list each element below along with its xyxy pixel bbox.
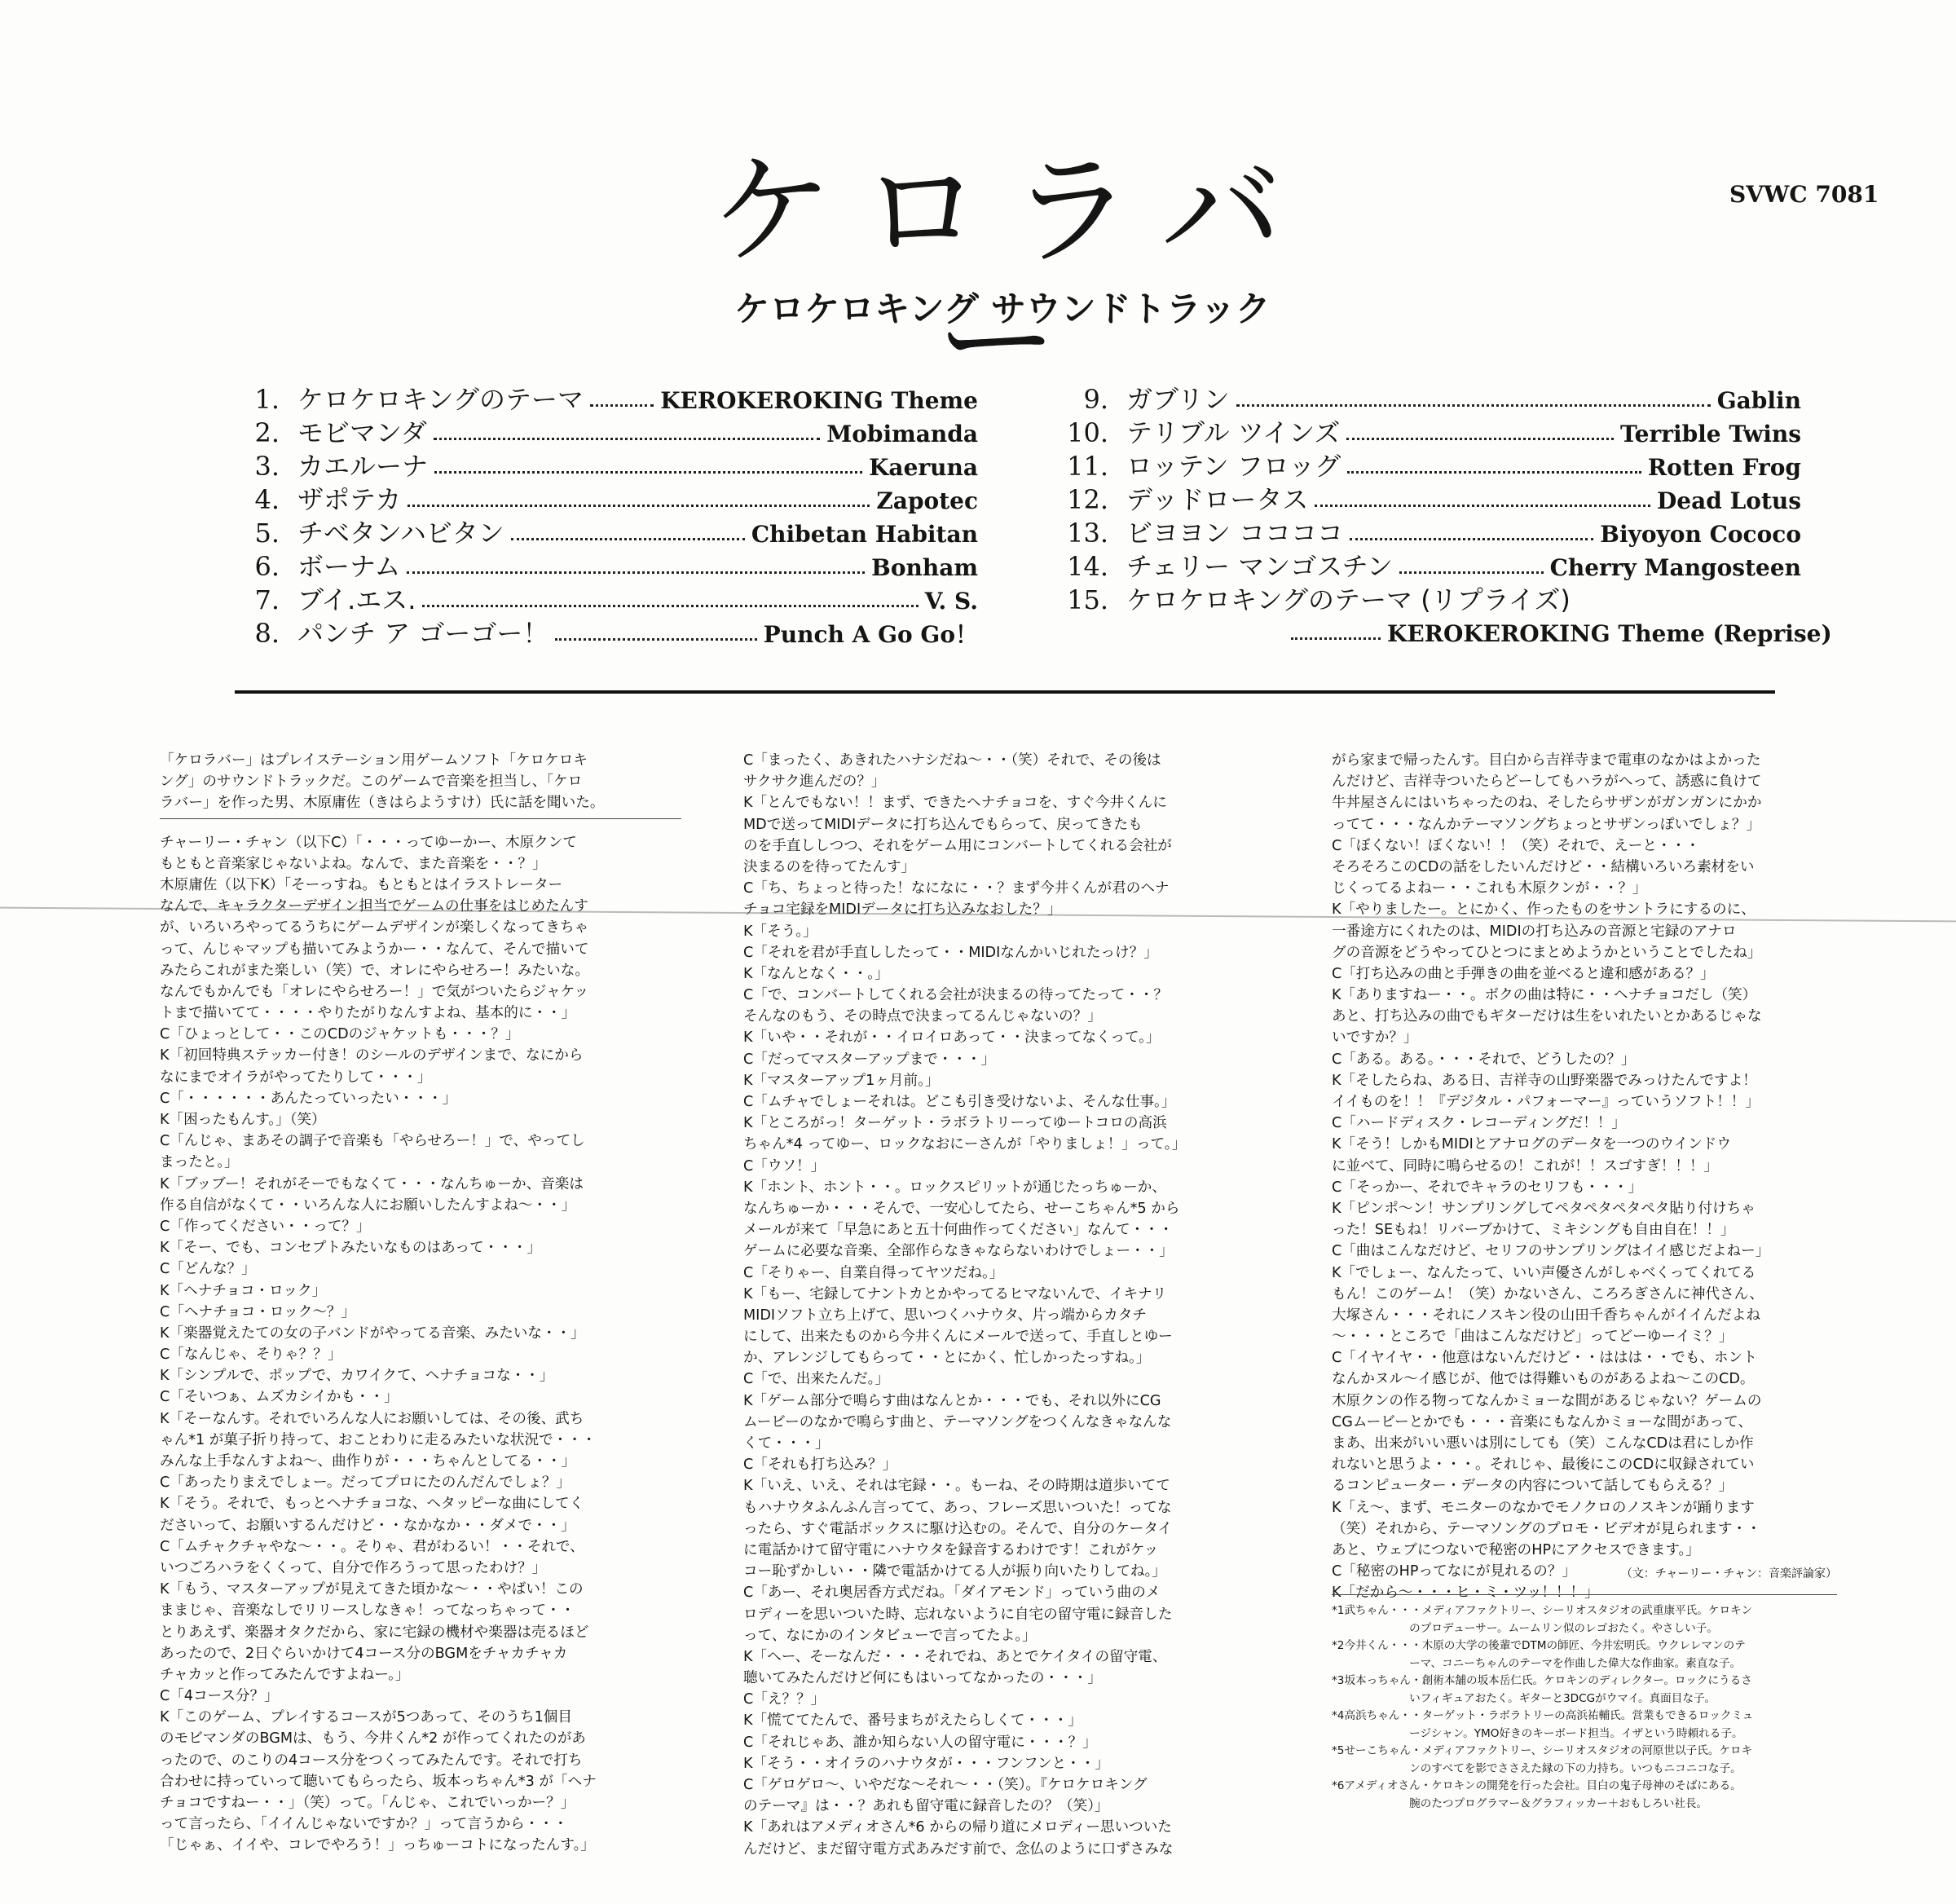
text-line: K「そう！しかもMIDIとアナログのデータを一つのウインドウ xyxy=(1332,1136,1731,1153)
track-number: 8. xyxy=(254,618,280,649)
text-line: K「もう、マスターアップが見えてきた頃かな〜・・やばい！この xyxy=(160,1581,584,1598)
track-title-jp: チベタンハビタン xyxy=(297,518,504,549)
text-line: K「ブッブー！それがそーでもなくて・・・なんちゅーか、音楽は xyxy=(160,1175,584,1192)
track-row xyxy=(232,416,978,450)
text-line: ンのすべてを影でささえた縁の下の力持ち。いつもニコニコな子。 xyxy=(1332,1761,1742,1775)
track-title-jp: パンチ ア ゴーゴー！ xyxy=(297,618,549,649)
track-number: 13. xyxy=(1067,518,1108,549)
footnotes xyxy=(1332,1602,1853,1813)
text-line: C「で、出来たんだ。」 xyxy=(743,1371,890,1388)
text-line: 腕のたつプログラマー＆グラフィッカー＋おもしろい社長。 xyxy=(1332,1796,1708,1810)
text-line: K「ヘナチョコ・ロック」 xyxy=(160,1282,327,1299)
text-line: K「なんとなく・・。」 xyxy=(743,965,889,982)
text-line: C「そりゃー、自業自得ってヤツだね。」 xyxy=(743,1264,1004,1281)
text-line: C「ムチャクチャやな〜・・。そりゃ、君がわるい！・・それで、 xyxy=(160,1538,584,1555)
section-divider xyxy=(235,690,1775,694)
text-line: チャーリー・チャン（以下C）「・・・ってゆーかー、木原クンて xyxy=(160,834,577,851)
leader-dots xyxy=(1347,471,1641,474)
track-row xyxy=(1060,517,1801,550)
text-line: K「マスターアップ1ヶ月前。」 xyxy=(743,1072,940,1089)
track-title-jp: ケロケロキングのテーマ xyxy=(297,384,584,415)
track-title-jp: ザポテカ xyxy=(297,484,402,515)
track-number: 2. xyxy=(254,417,280,448)
text-line: そんなのもう、その時点で決まってるんじゃないの？」 xyxy=(743,1008,1102,1025)
track-title-en: Biyoyon Cococo xyxy=(1600,521,1801,548)
text-line: K「もー、宅録してナントカとかやってるヒマないんで、イキナリ xyxy=(743,1285,1167,1302)
text-line: 一番途方にくれたのは、MIDIの打ち込みの音源と宅録のアナロ xyxy=(1332,923,1737,940)
text-line: もん！このゲーム！（笑）かないさん、ころろぎさんに神代さん、 xyxy=(1332,1285,1764,1302)
text-line: まったと。」 xyxy=(160,1154,239,1171)
text-line: サクサク進んだの？」 xyxy=(743,774,886,791)
track-title-jp: ロッテン フロッグ xyxy=(1126,451,1341,482)
text-line: C「あー、それ奥居香方式だね。「ダイアモンド」っていう曲のメ xyxy=(743,1584,1161,1602)
text-line: グの音源をどうやってひとつにまとめようかということでしたね」 xyxy=(1332,944,1762,961)
text-line: チョコですねー・・」（笑）って。「んじゃ、これでいっかー？」 xyxy=(160,1795,575,1811)
track-title-en: Punch A Go Go！ xyxy=(763,621,978,648)
track-row xyxy=(1060,483,1801,517)
text-line: K「困ったもんす。」（笑） xyxy=(160,1112,326,1128)
leader-dots xyxy=(408,505,870,507)
album-subtitle: ケロケロキング サウンドトラック xyxy=(734,289,1271,330)
text-line: のテーマ』は・・？あれも留守電に録音したの？（笑）」 xyxy=(743,1798,1109,1815)
track-title-en: Cherry Mangosteen xyxy=(1549,554,1801,581)
text-line: C「ウソ！」 xyxy=(743,1157,826,1175)
track-number: 12. xyxy=(1067,484,1108,515)
text-line: K「ありますねー・・。ボクの曲は特に・・ヘナチョコだし（笑） xyxy=(1332,987,1757,1004)
track-row xyxy=(232,584,978,617)
text-line: コー恥ずかしい・・隣で電話かけてる人が振り向いたりしてね。」 xyxy=(743,1563,1167,1580)
text-line: チャカッと作ってみたんですよねー。」 xyxy=(160,1666,410,1683)
text-line: そろそろこのCDの話をしたいんだけど・・結構いろいろ素材をい xyxy=(1332,858,1755,875)
leader-dots xyxy=(1291,637,1381,640)
text-line: ままじゃ、音楽なしでリリースしなきゃ！ってなっちゃって・・ xyxy=(160,1602,575,1620)
text-line: K「ピンポ〜ン！サンプリングしてペタペタペタペタ貼り付けちゃ xyxy=(1332,1200,1756,1217)
text-line: 牛丼屋さんにはいちゃったのね、そしたらサザンがガンガンにかか xyxy=(1332,795,1762,812)
text-line: ださいって、お願いするんだけど・・なかなか・・ダメで・・」 xyxy=(160,1517,575,1534)
text-line: のモビマンダのBGMは、もう、今井くん*2 が作ってくれたのがあ xyxy=(160,1730,586,1748)
text-line: C「なんじゃ、そりゃ？？」 xyxy=(160,1346,342,1364)
text-line: K「楽器覚えたての女の子バンドがやってる音楽、みたいな・・」 xyxy=(160,1324,585,1342)
text-line: K「慌ててたんで、番号まちがえたらしくて・・・」 xyxy=(743,1712,1082,1730)
track-title-en: Kaeruna xyxy=(869,454,978,481)
text-line: って、なにかのインタビューで言ってたよ。」 xyxy=(743,1627,1037,1644)
text-line: C「え？？」 xyxy=(743,1691,826,1708)
text-line: チョコ宅録をMIDIデータに打ち込みなおした？」 xyxy=(743,901,1062,919)
text-line: が、いろいろやってるうちにゲームデザインが楽しくなってきちゃ xyxy=(160,919,589,937)
text-line: K「初回特典ステッカー付き！のシールのデザインまで、なにから xyxy=(160,1047,584,1064)
text-line: K「ホント、ホント・・。ロックスピリットが通じたっちゅーか、 xyxy=(743,1179,1166,1196)
text-line: *2今井くん・・・木原の大学の後輩でDTMの師匠、今井宏明氏。ウクレレマンのテ xyxy=(1332,1639,1746,1652)
text-line: C「4コース分？」 xyxy=(160,1688,279,1705)
track-number: 7. xyxy=(254,584,280,615)
text-line: C「あったりまえでしょー。だってプロにたのんだんでしょ？」 xyxy=(160,1474,571,1492)
text-line: ロディーを思いついた時、忘れないように自宅の留守電に録音した xyxy=(743,1606,1173,1623)
text-line: C「それを君が手直ししたって・・MIDIなんかいじれたっけ？」 xyxy=(743,944,1158,961)
text-line: あったので、2日ぐらいかけて4コース分のBGMをチャカチャカ xyxy=(160,1645,568,1662)
text-line: K「そーなんす。それでいろんな人にお願いしては、その後、武ち xyxy=(160,1410,584,1427)
text-line: C「ひょっとして・・このCDのジャケットも・・・？」 xyxy=(160,1026,520,1043)
leader-dots xyxy=(1236,404,1711,407)
text-line: ゃん*1 が菓子折り持って、おことわりに走るみたいな状況で・・・ xyxy=(160,1431,597,1448)
text-line: イイものを！！『デジタル・パフォーマー』っていうソフト！！」 xyxy=(1332,1094,1760,1110)
text-line: C「ぼくない！ぼくない！！（笑）それで、えーと・・・ xyxy=(1332,837,1700,854)
text-line: に並べて、同時に鳴らせるの！これが！！スゴすぎ！！！」 xyxy=(1332,1157,1719,1175)
track-title-en: Chibetan Habitan xyxy=(751,521,978,548)
track-title-en: Terrible Twins xyxy=(1620,421,1801,447)
text-line: K「とんでもない！！まず、できたヘナチョコを、すぐ今井くんに xyxy=(743,795,1167,812)
track-row xyxy=(1060,584,1801,617)
text-line: んだけど、まだ留守電方式あみだす前で、念仏のように口ずさみな xyxy=(743,1840,1174,1858)
text-line: に電話かけて留守電にハナウタを録音するわけです！これがケッ xyxy=(743,1541,1159,1558)
text-line: 木原クンの作る物ってなんかミョーな間があるじゃない？ゲームの xyxy=(1332,1392,1762,1409)
text-line: 大塚さん・・・それにノスキン役の山田千香ちゃんがイイんだよね xyxy=(1332,1307,1761,1324)
text-line: K「そう・・オイラのハナウタが・・・フンフンと・・」 xyxy=(743,1755,1109,1772)
track-number: 4. xyxy=(254,484,280,515)
leader-dots xyxy=(1346,438,1614,440)
text-line: いですか？」 xyxy=(1332,1029,1418,1047)
track-title-jp: ビヨヨン ココココ xyxy=(1126,518,1344,549)
track-title-jp: テリブル ツインズ xyxy=(1126,417,1341,448)
text-line: 「ケロラバー」はプレイステーション用ゲームソフト「ケロケロキ xyxy=(160,752,588,769)
track-title-en: V. S. xyxy=(924,588,978,615)
text-line: のプロデューサー。ムームリン似のレゴおたく。やさしい子。 xyxy=(1332,1621,1718,1635)
text-line: なんでもかんでも「オレにやらせろー！」で気がついたらジャケッ xyxy=(160,983,589,1000)
text-line: K「でしょー、なんたって、いい声優さんがしゃべくってくれてる xyxy=(1332,1264,1756,1281)
text-line: *5せーこちゃん・メディアファクトリー、シーリオスタジオの河原世以子氏。ケロキ xyxy=(1332,1744,1753,1757)
text-line: みんな上手なんすよね〜、曲作りが・・・ちゃんとしてる・・」 xyxy=(160,1453,576,1470)
text-line: K「やりましたー。とにかく、作ったものをサントラにするのに、 xyxy=(1332,901,1756,919)
text-line: 「じゃぁ、イイや、コレでやろう！」っちゅーコトになったんす。」 xyxy=(160,1837,595,1854)
track-title-en: KEROKEROKING Theme xyxy=(660,387,978,414)
text-line: いつごろハラをくくって、自分で作ろうって思ったわけ？」 xyxy=(160,1559,547,1576)
track-title-jp: ケロケロキングのテーマ (リプライズ) xyxy=(1126,584,1571,615)
text-line: K「シンプルで、ポップで、カワイクて、ヘナチョコな・・」 xyxy=(160,1368,554,1385)
track-title-jp: デッドロータス xyxy=(1126,484,1309,515)
track-number: 15. xyxy=(1067,584,1108,615)
text-line: なんかヌル〜イ感じが、他では得難いものがあるよね〜このCD。 xyxy=(1332,1371,1755,1388)
track-row xyxy=(1060,550,1801,584)
text-line: C「・・・・・・あんたっていったい・・・」 xyxy=(160,1090,457,1107)
text-line: C「そいつぁ、ムズカシイかも・・」 xyxy=(160,1389,399,1406)
text-line: なにまでオイラがやってたりして・・・」 xyxy=(160,1069,432,1086)
track-title-en: Gablin xyxy=(1716,387,1801,414)
text-line: C「ハードディスク・レコーディングだ！！」 xyxy=(1332,1115,1626,1132)
text-line: とりあえず、楽器オタクだから、家に宅録の機材や楽器は売るほど xyxy=(160,1624,589,1641)
text-line: もハナウタふんふん言ってて、あっ、フレーズ思いついた！ってな xyxy=(743,1499,1172,1516)
text-line: いフィギュアおたく。ギターと3DCGがウマイ。真面目な子。 xyxy=(1332,1691,1716,1705)
track-row xyxy=(1060,450,1801,483)
leader-dots xyxy=(555,638,756,641)
leader-dots xyxy=(1399,571,1544,574)
track-title-en: Bonham xyxy=(871,554,978,581)
text-line: って言ったら、「イイんじゃないですか？」って言うから・・・ xyxy=(160,1816,568,1833)
track-title-en: Zapotec xyxy=(876,487,978,514)
text-line: なんで、キャラクターデザイン担当でゲームの仕事をはじめたんす xyxy=(160,898,588,915)
text-line: K「へー、そーなんだ・・・それでね、あとでケイタイの留守電、 xyxy=(743,1648,1167,1665)
tracklist-right xyxy=(1060,383,1832,650)
track-title-jp: ボーナム xyxy=(297,551,401,582)
text-line: MDで送ってMIDIデータに打ち込んでもらって、戻ってきたも xyxy=(743,816,1143,833)
album-title: ケロラバー xyxy=(710,141,1311,413)
text-line: 木原庸佐（以下K）「そーっすね。もともとはイラストレーター xyxy=(160,876,563,893)
text-line: C「ある。ある。・・・それで、どうしたの？」 xyxy=(1332,1051,1636,1068)
text-line: ゲームに必要な音楽、全部作らなきゃならないわけでしょー・・」 xyxy=(743,1243,1174,1260)
text-line: ージシャン。YMO好きのキーボード担当。イザという時頼れる子。 xyxy=(1332,1726,1743,1740)
text-line: K「あれはアメディオさん*6 からの帰り道にメロディー思いついた xyxy=(743,1819,1172,1836)
text-line: C「打ち込みの曲と手弾きの曲を並べると違和感がある？」 xyxy=(1332,965,1715,982)
track-number: 6. xyxy=(254,551,280,582)
text-line: *3坂本っちゃん・創術本舗の坂本岳仁氏。ケロキンのディレクター。ロックにうるさ xyxy=(1332,1674,1752,1687)
text-line: 合わせに持っていって聴いてもらったら、坂本っちゃん*3 が「ヘナ xyxy=(160,1773,597,1790)
text-line: C「ち、ちょっと待った！なになに・・？まず今井くんが君のヘナ xyxy=(743,880,1170,897)
text-line: K「そう。」 xyxy=(743,923,817,940)
text-line: K「このゲーム、プレイするコースが5つあって、そのうち1個目 xyxy=(160,1709,572,1726)
leader-dots xyxy=(1315,505,1650,507)
text-line: か、アレンジしてもらって・・とにかく、忙しかったっすね。」 xyxy=(743,1350,1151,1367)
text-line: って、んじゃマップも描いてみようかー・・なんて、そんで描いて xyxy=(160,941,589,958)
text-line: C「そっかー、それでキャラのセリフも・・・」 xyxy=(1332,1179,1643,1196)
text-line: 〜・・・ところで「曲はこんなだけど」ってどーゆーイミ？」 xyxy=(1332,1329,1734,1346)
track-title-en: Mobimanda xyxy=(826,421,978,447)
text-line: ラバー」を作った男、木原庸佐（きはらようすけ）氏に話を聞いた。 xyxy=(160,795,605,812)
text-line: なんちゅーか・・・そんで、一安心してたら、せーこちゃん*5 から xyxy=(743,1200,1180,1217)
track-number: 1. xyxy=(254,384,280,415)
text-line: みたらこれがまた楽しい（笑）で、オレにやらせろー！みたいな。 xyxy=(160,962,589,979)
text-line: K「そう。それで、もっとヘナチョコな、ヘタッピーな曲にしてく xyxy=(160,1496,584,1513)
track-title-jp: カエルーナ xyxy=(297,451,429,482)
track-title-jp: ブイ.エス. xyxy=(297,584,416,615)
text-line: った！SEもね！リバーブかけて、ミキシングも自由自在！！」 xyxy=(1332,1222,1735,1239)
text-line: 聴いてみたんだけど何にもはいってなかったの・・・」 xyxy=(743,1670,1102,1687)
track-title-jp: ガブリン xyxy=(1126,384,1230,415)
leader-dots xyxy=(422,605,918,607)
text-line: れないと思うよ・・・。それじゃ、最後にこのCDに収録されてい xyxy=(1332,1457,1755,1474)
text-line: C「それじゃあ、誰か知らない人の留守電に・・・？」 xyxy=(743,1734,1097,1751)
text-line: ーマ、コニーちゃんのテーマを作曲した偉大な作曲家。素直な子。 xyxy=(1332,1656,1742,1670)
text-line: ムービーのなかで鳴らす曲と、テーマソングをつくんなきゃなんな xyxy=(743,1413,1172,1430)
interview-column-1 xyxy=(160,750,681,1857)
text-line: *6アメディオさん・ケロキンの開発を行った会社。目白の鬼子母神のそばにある。 xyxy=(1332,1779,1742,1792)
catalog-number: SVWC 7081 xyxy=(1729,181,1879,208)
text-line: K「え〜、まず、モニターのなかでモノクロのノスキンが踊ります xyxy=(1332,1499,1755,1516)
text-line: C「ムチャでしょーそれは。どこも引き受けないよ、そんな仕事。」 xyxy=(743,1094,1176,1110)
track-row xyxy=(1060,383,1801,416)
track-row xyxy=(232,383,978,416)
track-number: 10. xyxy=(1067,417,1108,448)
track-title-en: Dead Lotus xyxy=(1657,487,1801,514)
track-number: 11. xyxy=(1067,451,1108,482)
text-line: ってて・・・なんかテーマソングちょっとサザンっぽいでしょ？」 xyxy=(1332,816,1761,833)
text-line: まあ、出来がいい悪いは別にしても（笑）こんなCDは君にしか作 xyxy=(1332,1435,1754,1452)
text-line: のを手直ししつつ、それをゲーム用にコンバートしてくれる会社が xyxy=(743,837,1172,854)
text-line: *1武ちゃん・・・メディアファクトリー、シーリオスタジオの武重康平氏。ケロキン xyxy=(1332,1604,1753,1617)
intro-divider xyxy=(160,818,681,819)
track-number: 5. xyxy=(254,518,280,549)
track-row xyxy=(232,550,978,584)
text-line: K「ゲーム部分で鳴らす曲はなんとか・・・でも、それ以外にCG xyxy=(743,1392,1161,1409)
track-row xyxy=(232,450,978,483)
text-line: C「ヘナチョコ・ロック〜？」 xyxy=(160,1303,356,1320)
text-line: C「ゲロゲロ〜、いやだな〜それ〜・・（笑）。『ケロケロキング xyxy=(743,1777,1148,1793)
text-line: K「いや・・それが・・イロイロあって・・決まってなくって。」 xyxy=(743,1029,1161,1047)
interview-column-3 xyxy=(1332,750,1853,1604)
track-row xyxy=(232,483,978,517)
track-title-en: KEROKEROKING Theme (Reprise) xyxy=(1387,620,1832,647)
track-title-jp: モビマンダ xyxy=(297,417,427,448)
text-line: ったら、すぐ電話ボックスに駆け込むの。そんで、自分のケータイ xyxy=(743,1520,1173,1537)
text-line: K「ところがっ！ターゲット・ラボラトリーってゆートコロの高浜 xyxy=(743,1115,1167,1132)
text-line: ちゃん*4 ってゆー、ロックなおにーさんが「やりましょ！」って。」 xyxy=(743,1136,1187,1153)
text-line: C「作ってください・・って？」 xyxy=(160,1218,371,1235)
text-line: くて・・・」 xyxy=(743,1435,830,1452)
track-row xyxy=(232,617,978,650)
text-line: るコンピューター・データの内容について話してもらえる？」 xyxy=(1332,1478,1734,1495)
leader-dots xyxy=(511,538,745,540)
leader-dots xyxy=(407,571,865,574)
text-line: もともと音楽家じゃないよね。なんで、また音楽を・・？」 xyxy=(160,855,547,872)
text-line: *4高浜ちゃん・・ターゲット・ラボラトリーの高浜祐輔氏。営業もできるロックミュ xyxy=(1332,1709,1754,1722)
text-line: ったので、のこりの4コース分をつくってみたんです。それで打ち xyxy=(160,1752,583,1769)
text-line: C「んじゃ、まあその調子で音楽も「やらせろー！」で、やってし xyxy=(160,1133,585,1150)
text-line: んだけど、吉祥寺ついたらどーしてもハラがへって、誘惑に負けて xyxy=(1332,774,1762,791)
text-line: じくってるよねー・・これも木原クンが・・？」 xyxy=(1332,880,1647,897)
text-line: MIDIソフト立ち上げて、思いつくハナウタ、片っ端からカタチ xyxy=(743,1307,1147,1324)
text-line: C「秘密のHPってなにが見れるの？」 xyxy=(1332,1563,1577,1580)
text-line: 作る自信がなくて・・いろんな人にお願いしたんすよね〜・・」 xyxy=(160,1197,576,1214)
text-line: （笑）それから、テーマソングのプロモ・ビデオが見られます・・ xyxy=(1332,1520,1761,1537)
tracklist-left xyxy=(232,383,978,650)
track-number: 14. xyxy=(1067,551,1108,582)
leader-dots xyxy=(1350,538,1593,540)
text-line: がら家まで帰ったんす。目白から吉祥寺まで電車のなかはよかった xyxy=(1332,752,1761,769)
text-line: トまで描いてて・・・・やりたがりなんすよね、基本的に・・」 xyxy=(160,1005,576,1022)
leader-dots xyxy=(434,438,821,440)
text-line: C「どんな？」 xyxy=(160,1261,256,1278)
text-line: K「だから〜・・・ヒ・ミ・ツッ！！！」 xyxy=(1332,1584,1599,1602)
track-number: 3. xyxy=(254,451,280,482)
text-line: あと、ウェブにつないで秘密のHPにアクセスできます。」 xyxy=(1332,1541,1700,1558)
text-line: C「曲はこんなだけど、セリフのサンプリングはイイ感じだよねー」 xyxy=(1332,1243,1770,1260)
text-line: K「そしたらね、ある日、吉祥寺の山野楽器でみっけたんですよ！ xyxy=(1332,1072,1757,1089)
track-row xyxy=(232,517,978,550)
text-line: K「そー、でも、コンセプトみたいなものはあって・・・」 xyxy=(160,1240,542,1257)
text-line: CGムービーとかでも・・・音楽にもなんかミョーな間があって、 xyxy=(1332,1413,1753,1430)
text-line: C「イヤイヤ・・他意はないんだけど・・ははは・・でも、ホント xyxy=(1332,1350,1757,1367)
leader-dots xyxy=(434,471,862,474)
text-line: C「だってマスターアップまで・・・」 xyxy=(743,1051,996,1068)
track-number: 9. xyxy=(1083,384,1108,415)
text-line: メールが来て「早急にあと五十何曲作ってください」なんて・・・ xyxy=(743,1222,1174,1239)
text-line: C「まったく、あきれたハナシだね〜・・（笑）それで、その後は xyxy=(743,752,1161,769)
text-line: 決まるのを待ってたんす」 xyxy=(743,858,916,875)
track-title-jp: チェリー マンゴスチン xyxy=(1126,551,1393,582)
text-line: C「それも打ち込み？」 xyxy=(743,1457,897,1474)
text-line: K「いえ、いえ、それは宅録・・。もーね、その時期は道歩いてて xyxy=(743,1478,1170,1495)
text-line: あと、打ち込みの曲でもギターだけは生をいれたいとかあるじゃな xyxy=(1332,1008,1762,1025)
text-line: ング」のサウンドトラックだ。このゲームで音楽を担当し、「ケロ xyxy=(160,774,583,791)
track-title-en: Rotten Frog xyxy=(1647,454,1801,481)
author-credit: （文：チャーリー・チャン：音楽評論家） xyxy=(1620,1567,1837,1580)
track-row xyxy=(1060,416,1801,450)
track-row xyxy=(1060,617,1832,650)
leader-dots xyxy=(590,404,654,407)
text-line: C「で、コンバートしてくれる会社が決まるの待ってたって・・？ xyxy=(743,987,1168,1004)
text-line: にして、出来たものから今井くんにメールで送って、手直しとゆー xyxy=(743,1329,1173,1346)
footnote-divider xyxy=(1332,1594,1837,1595)
